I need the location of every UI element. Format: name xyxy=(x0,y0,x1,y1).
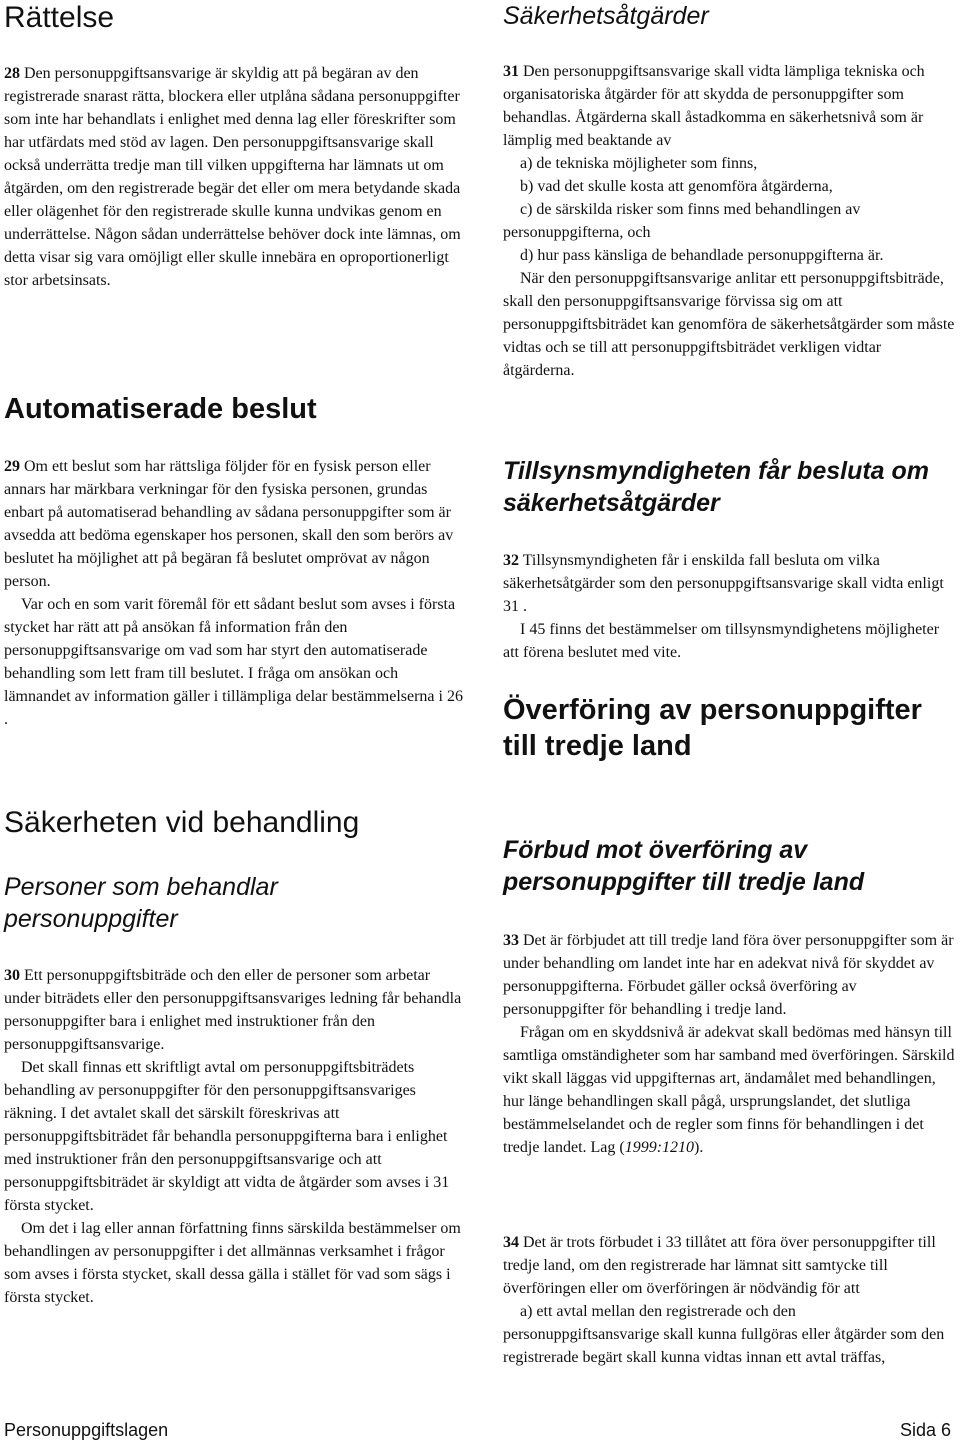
section-number-29: 29 xyxy=(4,458,20,475)
list-item-31-c: c) de särskilda risker som finns med behandlingen av personuppgifterna, och xyxy=(503,201,861,241)
list-item-31-a: a) de tekniska möjligheter som finns, xyxy=(520,155,758,172)
list-item-34-a: a) ett avtal mellan den registrerade och den personuppgiftsansvarige skall kunna fullgöras eller åtgärder som den registrerade begärt skall kunna vidtas innan ett avtal träffas, xyxy=(503,1303,945,1366)
section-number-28: 28 xyxy=(4,65,20,82)
heading-sakerhetsatgarder: Säkerhetsåtgärder xyxy=(503,2,709,30)
paragraph-31-2: När den personuppgiftsansvarige anlitar ett personuppgiftsbiträde, skall den personuppgiftsansvarige förvissa sig om att personuppgiftsbiträdet kan genomföra de säkerhetsåtgärder som måste vidtas och se till att personuppgiftsbiträdet verkligen vidtar åtgärderna. xyxy=(503,270,955,379)
section-number-30: 30 xyxy=(4,967,20,984)
footer-document-title: Personuppgiftslagen xyxy=(4,1420,169,1440)
section-34 xyxy=(503,1231,955,1369)
section-31 xyxy=(503,60,955,382)
paragraph-30-1: 30 Ett personuppgiftsbiträde och den eller de personer som arbetar under biträdets eller den personuppgiftsansvariges ledning får behandla personuppgifter bara i enlighet med instruktioner från den personuppgiftsansvarige. xyxy=(4,967,462,1053)
subheading-personer-som-behandlar: Personer som behandlar personuppgifter xyxy=(4,873,278,933)
paragraph-34-1: 34 Det är trots förbudet i 33 tillåtet att föra över personuppgifter till tredje land, om den registrerade har lämnat sitt samtycke till överföringen eller om överföringen är nödvändig för att xyxy=(503,1234,936,1297)
paragraph-32-2: I 45 finns det bestämmelser om tillsynsmyndighetens möjligheter att förena beslutet med vite. xyxy=(503,621,940,661)
heading-sakerheten-vid-behandling: Säkerheten vid behandling xyxy=(4,806,360,839)
section-number-31: 31 xyxy=(503,63,519,80)
section-29 xyxy=(4,455,466,731)
paragraph-30-3: Om det i lag eller annan författning finns särskilda bestämmelser om behandlingen av personuppgifter i det allmännas verksamhet i frågor som avses i första stycket, skall dessa gälla i stället för vad som sägs i första stycket. xyxy=(4,1220,461,1306)
paragraph-28: 28 Den personuppgiftsansvarige är skyldig att på begäran av den registrerade snarast rätta, blockera eller utplåna sådana personuppgifter som inte har behandlats i enlighet med denna lag eller föreskrifter som har utfärdats med stöd av lagen. Den personuppgiftsansvarige skall också underrätta tredje man till vilken uppgifterna har lämnats ut om åtgärden, om den registrerade begär det eller om mera betydande skada eller olägenhet för den registrerade skulle kunna undvikas genom en underrättelse. Någon sådan underrättelse behöver dock inte lämnas, om detta visar sig vara omöjligt eller skulle innebära en oproportionerligt stor arbetsinsats. xyxy=(4,65,461,289)
section-number-33: 33 xyxy=(503,932,519,949)
heading-tillsynsmyndigheten: Tillsynsmyndigheten får besluta om säkerhetsåtgärder xyxy=(503,457,930,517)
section-32 xyxy=(503,549,955,664)
heading-overforing: Överföring av personuppgifter till tredje land xyxy=(503,694,922,762)
law-reference: 1999:1210 xyxy=(624,1139,695,1156)
paragraph-33-1: 33 Det är förbjudet att till tredje land föra över personuppgifter som är under behandling om landet inte har en adekvat nivå för skyddet av personuppgifterna. Förbudet gäller också överföring av personuppgifter för behandling i tredje land. xyxy=(503,932,954,1018)
heading-automatiserade-beslut: Automatiserade beslut xyxy=(4,393,317,425)
heading-rattelse: Rättelse xyxy=(4,1,115,34)
paragraph-32-1: 32 Tillsynsmyndigheten får i enskilda fall besluta om vilka säkerhetsåtgärder som den personuppgiftsansvarige skall vidta enligt 31 . xyxy=(503,552,944,615)
footer-page-number: Sida 6 xyxy=(899,1420,951,1440)
list-item-31-d: d) hur pass känsliga de behandlade personuppgifterna är. xyxy=(520,247,884,264)
paragraph-29-2: Var och en som varit föremål för ett sådant beslut som avses i första stycket har rätt att på ansökan få information från den personuppgiftsansvarige om vad som har styrt den automatiserade behandling som lett fram till beslutet. I fråga om ansökan och lämnandet av information gäller i tillämpliga delar bestämmelserna i 26 . xyxy=(4,596,463,728)
paragraph-31-1: 31 Den personuppgiftsansvarige skall vidta lämpliga tekniska och organisatoriska åtgärder för att skydda de personuppgifter som behandlas. Åtgärderna skall åstadkomma en säkerhetsnivå som är lämplig med beaktande av xyxy=(503,63,925,149)
section-number-32: 32 xyxy=(503,552,519,569)
subheading-forbud-mot-overforing: Förbud mot överföring av personuppgifter till tredje land xyxy=(503,836,865,896)
paragraph-30-2: Det skall finnas ett skriftligt avtal om personuppgiftsbiträdets behandling av personuppgifter för den personuppgiftsansvariges räkning. I det avtalet skall det särskilt föreskrivas att personuppgiftsbiträdet får behandla personuppgifterna bara i enlighet med instruktioner från den personuppgiftsansvarige och att personuppgiftsbiträdet är skyldigt att vidta de åtgärder som avses i 31 första stycket. xyxy=(4,1059,450,1214)
section-30 xyxy=(4,964,466,1309)
list-item-31-b: b) vad det skulle kosta att genomföra åtgärderna, xyxy=(520,178,833,195)
paragraph-33-2: Frågan om en skyddsnivå är adekvat skall bedömas med hänsyn till samtliga omständigheter som har samband med överföringen. Särskild vikt skall läggas vid uppgifternas art, ändamålet med behandlingen, hur länge behandlingen skall pågå, ursprungslandet, det slutliga bestämmelselandet och de regler som finns för behandlingen i det tredje landet. Lag (1999:1210). xyxy=(503,1024,955,1156)
section-33 xyxy=(503,929,955,1159)
section-number-34: 34 xyxy=(503,1234,519,1251)
paragraph-29-1: 29 Om ett beslut som har rättsliga följder för en fysisk person eller annars har märkbara verkningar för den fysiska personen, grundas enbart på automatiserad behandling av sådana personuppgifter som är avsedda att bedöma egenskaper hos personen, skall den som berörs av beslutet ha möjlighet att på begäran få beslutet omprövat av någon person. xyxy=(4,458,454,590)
